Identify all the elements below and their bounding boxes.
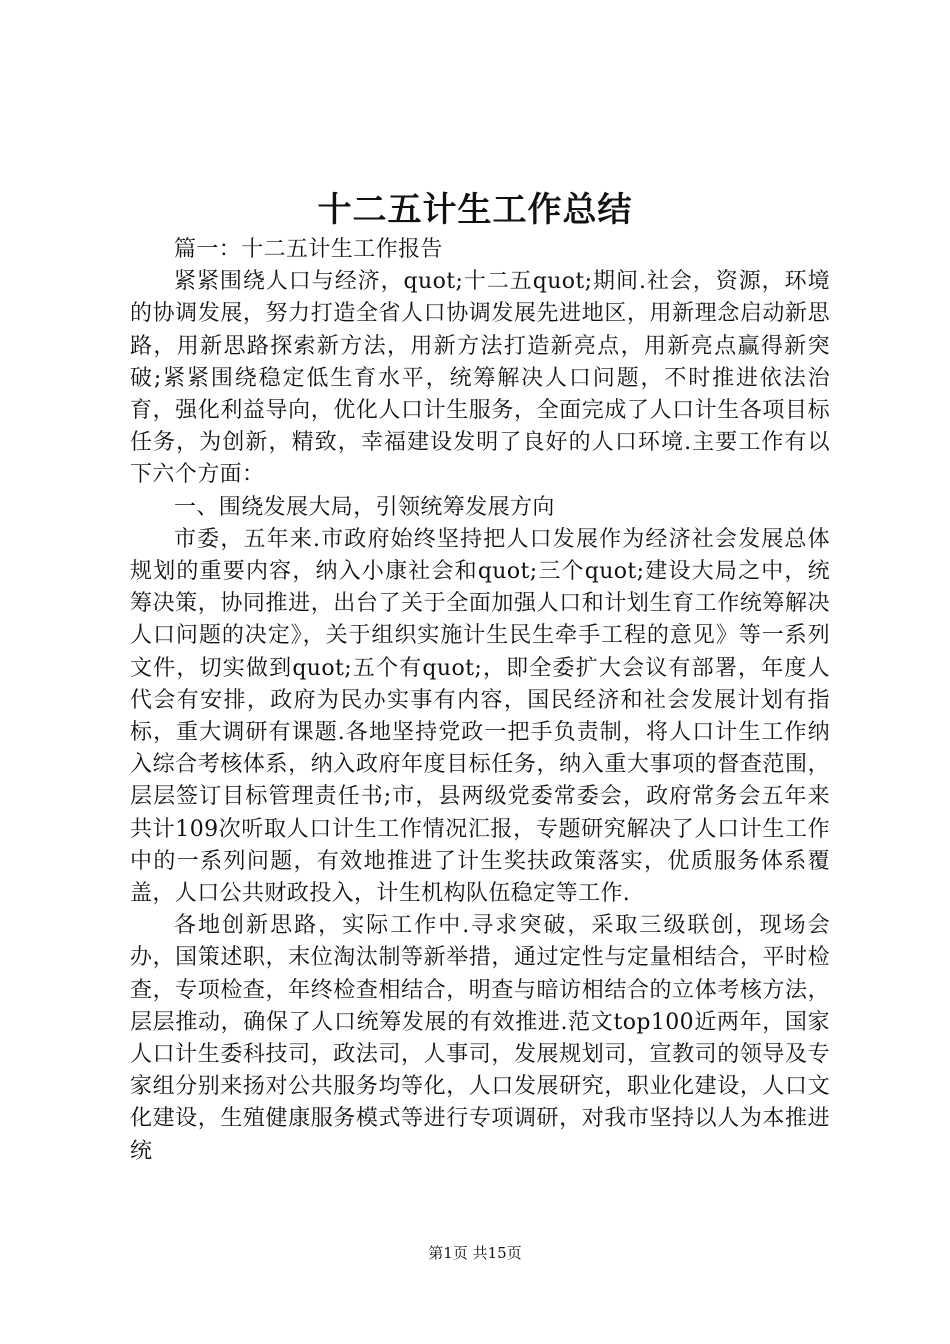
- section-heading-one: 一、围绕发展大局，引领统筹发展方向: [174, 494, 555, 520]
- intro-paragraph: 紧紧围绕人口与经济，quot;十二五quot;期间.社会，资源，环境的协调发展，努力打造全省人口协调发展先进地区，用新理念启动新思路，用新思路探索新方法，用新方法打造新亮点，用新亮点赢得新突破;紧紧围绕稳定低生育水平，统筹解决人口问题，不时推进依法治育，强化利益导向，优化人口计生服务，全面完成了人口计生各项目标任务，为创新，精致，幸福建设发明了良好的人口环境.主要工作有以下六个方面：: [130, 269, 830, 488]
- body-paragraph: 各地创新思路，实际工作中.寻求突破，采取三级联创，现场会办，国策述职，末位淘汰制等新举措，通过定性与定量相结合，平时检查，专项检查，年终检查相结合，明查与暗访相结合的立体考核方法，层层推动，确保了人口统筹发展的有效推进.范文top100近两年，国家人口计生委科技司，政法司，人事司，发展规划司，宣教司的领导及专家组分别来扬对公共服务均等化，人口发展研究，职业化建设，人口文化建设，生殖健康服务模式等进行专项调研，对我市坚持以人为本推进统: [130, 913, 830, 1164]
- body-paragraph: 市委，五年来.市政府始终坚持把人口发展作为经济社会发展总体规划的重要内容，纳入小康社会和quot;三个quot;建设大局之中，统筹决策，协同推进，出台了关于全面加强人口和计划生育工作统筹解决人口问题的决定》，关于组织实施计生民生牵手工程的意见》等一系列文件，切实做到quot;五个有quot;，即全委扩大会议有部署，年度人代会有安排，政府为民办实事有内容，国民经济和社会发展计划有指标，重大调研有课题.各地坚持党政一把手负责制，将人口计生工作纳入综合考核体系，纳入政府年度目标任务，纳入重大事项的督查范围，层层签订目标管理责任书;市，县两级党委常委会，政府常务会五年来共计109次听取人口计生工作情况汇报，专题研究解决了人口计生工作中的一系列问题，有效地推进了计生奖扶政策落实，优质服务体系覆盖，人口公共财政投入，计生机构队伍稳定等工作.: [130, 526, 830, 907]
- document-title: 十二五计生工作总结: [317, 190, 633, 230]
- page-footer: 第1页 共15页: [428, 1244, 522, 1262]
- section-heading-part-one: 篇一：十二五计生工作报告: [174, 237, 443, 262]
- document-body: [130, 234, 830, 1168]
